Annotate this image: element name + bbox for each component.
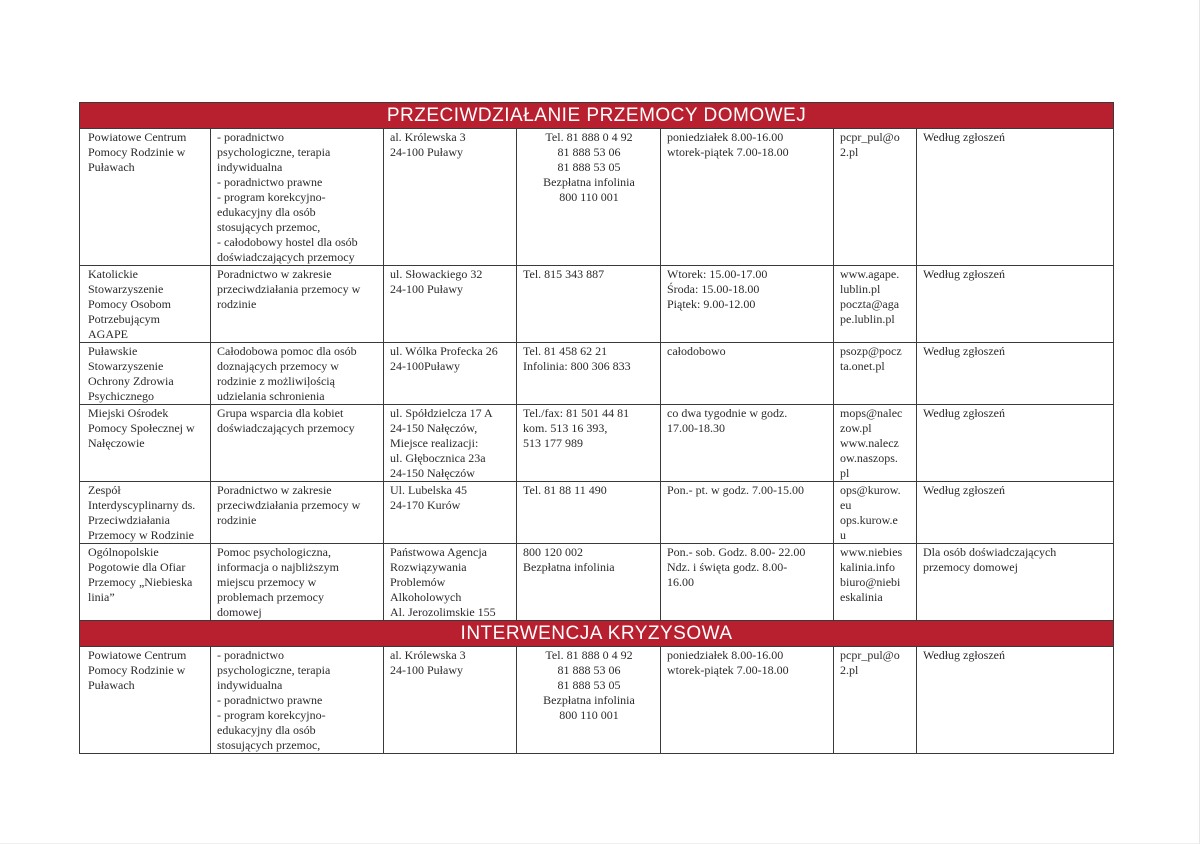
address-cell: ul. Wólka Profecka 26 24-100Puławy: [384, 343, 517, 405]
phone-cell: Tel. 81 458 62 21 Infolinia: 800 306 833: [517, 343, 661, 405]
contact-web-email-cell: pcpr_pul@o 2.pl: [834, 647, 917, 754]
admission-mode-cell: Dla osób doświadczających przemocy domowej: [917, 544, 1114, 621]
admission-mode-cell: Według zgłoszeń: [917, 129, 1114, 266]
address-cell: ul. Słowackiego 32 24-100 Puławy: [384, 266, 517, 343]
institution-name-cell: Katolickie Stowarzyszenie Pomocy Osobom Potrzebującym AGAPE: [80, 266, 211, 343]
opening-hours-cell: Wtorek: 15.00-17.00 Środa: 15.00-18.00 Piątek: 9.00-12.00: [661, 266, 834, 343]
services-table: [79, 102, 1114, 754]
opening-hours-cell: Pon.- sob. Godz. 8.00- 22.00 Ndz. i święta godz. 8.00- 16.00: [661, 544, 834, 621]
phone-cell: Tel. 81 88 11 490: [517, 482, 661, 544]
institution-name-cell: Ogólnopolskie Pogotowie dla Ofiar Przemocy „Niebieska linia”: [80, 544, 211, 621]
address-cell: ul. Spółdzielcza 17 A 24-150 Nałęczów, Miejsce realizacji: ul. Głębocznica 23a 24-150 Nałęczów: [384, 405, 517, 482]
section-title: INTERWENCJA KRYZYSOWA: [80, 621, 1114, 647]
services-offered-cell: Grupa wsparcia dla kobiet doświadczających przemocy: [211, 405, 384, 482]
phone-cell: Tel./fax: 81 501 44 81 kom. 513 16 393, 513 177 989: [517, 405, 661, 482]
contact-web-email-cell: ops@kurow. eu ops.kurow.e u: [834, 482, 917, 544]
institution-name-cell: Miejski Ośrodek Pomocy Społecznej w Nałęczowie: [80, 405, 211, 482]
services-offered-cell: Poradnictwo w zakresie przeciwdziałania przemocy w rodzinie: [211, 266, 384, 343]
contact-web-email-cell: mops@nalec zow.pl www.nalecz ow.naszops. pl: [834, 405, 917, 482]
table-row: [80, 482, 1114, 544]
admission-mode-cell: Według zgłoszeń: [917, 266, 1114, 343]
address-cell: Ul. Lubelska 45 24-170 Kurów: [384, 482, 517, 544]
services-offered-cell: Poradnictwo w zakresie przeciwdziałania przemocy w rodzinie: [211, 482, 384, 544]
admission-mode-cell: Według zgłoszeń: [917, 405, 1114, 482]
table-row: [80, 266, 1114, 343]
contact-web-email-cell: www.agape. lublin.pl poczta@aga pe.lublin.pl: [834, 266, 917, 343]
section-title: PRZECIWDZIAŁANIE PRZEMOCY DOMOWEJ: [80, 103, 1114, 129]
opening-hours-cell: poniedziałek 8.00-16.00 wtorek-piątek 7.00-18.00: [661, 129, 834, 266]
section-header: [80, 621, 1114, 647]
services-offered-cell: - poradnictwo psychologiczne, terapia indywidualna - poradnictwo prawne - program korekcyjno- edukacyjny dla osób stosujących przemoc,: [211, 647, 384, 754]
opening-hours-cell: co dwa tygodnie w godz. 17.00-18.30: [661, 405, 834, 482]
phone-cell: 800 120 002 Bezpłatna infolinia: [517, 544, 661, 621]
opening-hours-cell: całodobowo: [661, 343, 834, 405]
admission-mode-cell: Według zgłoszeń: [917, 482, 1114, 544]
services-offered-cell: Całodobowa pomoc dla osób doznających przemocy w rodzinie z możliwiļością udzielania schronienia: [211, 343, 384, 405]
table-row: [80, 544, 1114, 621]
admission-mode-cell: Według zgłoszeń: [917, 647, 1114, 754]
contact-web-email-cell: psozp@pocz ta.onet.pl: [834, 343, 917, 405]
services-offered-cell: - poradnictwo psychologiczne, terapia indywidualna - poradnictwo prawne - program korekcyjno- edukacyjny dla osób stosujących przemoc, - całodobowy hostel dla osób doświadczających przemocy: [211, 129, 384, 266]
opening-hours-cell: poniedziałek 8.00-16.00 wtorek-piątek 7.00-18.00: [661, 647, 834, 754]
contact-web-email-cell: pcpr_pul@o 2.pl: [834, 129, 917, 266]
institution-name-cell: Zespół Interdyscyplinarny ds. Przeciwdziałania Przemocy w Rodzinie: [80, 482, 211, 544]
address-cell: Państwowa Agencja Rozwiązywania Problemów Alkoholowych Al. Jerozolimskie 155: [384, 544, 517, 621]
phone-cell: Tel. 815 343 887: [517, 266, 661, 343]
services-offered-cell: Pomoc psychologiczna, informacja o najbliższym miejscu przemocy w problemach przemocy domowej: [211, 544, 384, 621]
table-row: [80, 405, 1114, 482]
section-header: [80, 103, 1114, 129]
admission-mode-cell: Według zgłoszeń: [917, 343, 1114, 405]
institution-name-cell: Puławskie Stowarzyszenie Ochrony Zdrowia Psychicznego: [80, 343, 211, 405]
opening-hours-cell: Pon.- pt. w godz. 7.00-15.00: [661, 482, 834, 544]
address-cell: al. Królewska 3 24-100 Puławy: [384, 647, 517, 754]
table-row: [80, 343, 1114, 405]
institution-name-cell: Powiatowe Centrum Pomocy Rodzinie w Puławach: [80, 647, 211, 754]
address-cell: al. Królewska 3 24-100 Puławy: [384, 129, 517, 266]
contact-web-email-cell: www.niebies kalinia.info biuro@niebi eskalinia: [834, 544, 917, 621]
table-row: [80, 647, 1114, 754]
phone-cell: Tel. 81 888 0 4 92 81 888 53 06 81 888 53 05 Bezpłatna infolinia 800 110 001: [517, 129, 661, 266]
institution-name-cell: Powiatowe Centrum Pomocy Rodzinie w Puławach: [80, 129, 211, 266]
table-row: [80, 129, 1114, 266]
phone-cell: Tel. 81 888 0 4 92 81 888 53 06 81 888 53 05 Bezpłatna infolinia 800 110 001: [517, 647, 661, 754]
